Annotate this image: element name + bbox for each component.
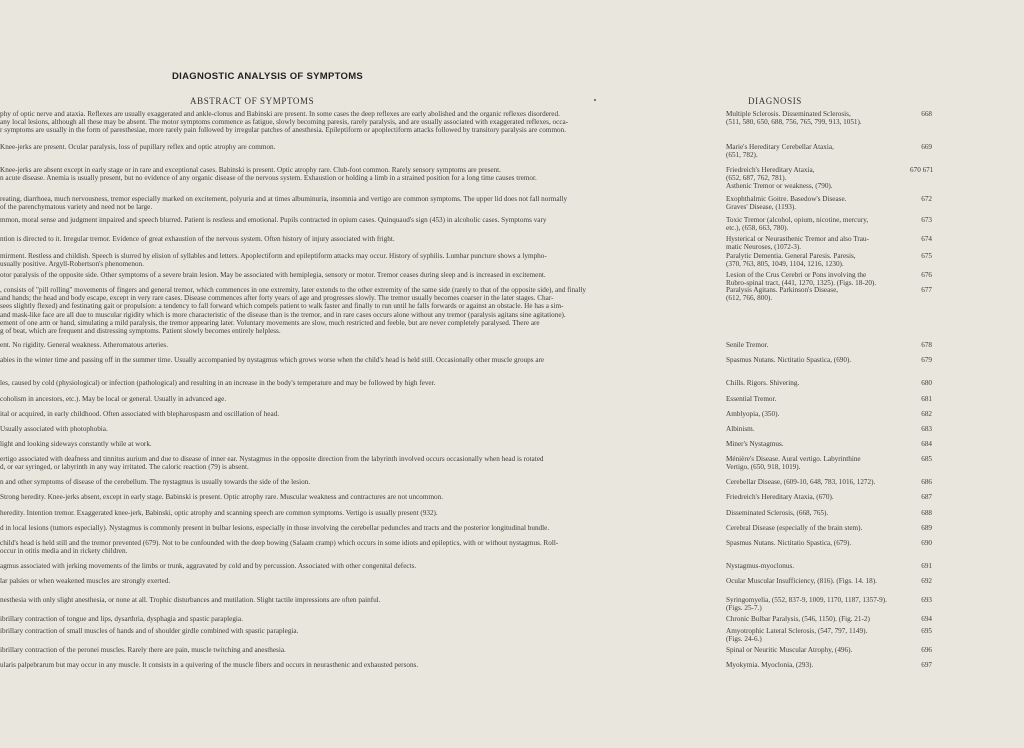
- diagnosis-text: Amyotrophic Lateral Sclerosis, (547, 797, 1149). (Figs. 24-6.): [726, 627, 868, 644]
- diagnosis-text: Hysterical or Neurasthenic Tremor and also Trau- matic Neuroses, (1072-3).: [726, 235, 869, 252]
- diagnosis-text: Toxic Tremor (alcohol, opium, nicotine, mercury, etc.), (658, 663, 780).: [726, 216, 869, 233]
- diagnosis-text: Spasmus Nutans. Nictitatio Spastica, (679).: [726, 539, 852, 547]
- diagnosis-text: Lesion of the Crus Cerebri or Pons involving the Rubro-spinal tract, (441, 1270, 1325). (Figs. 18-20).: [726, 271, 877, 288]
- page-number: 686: [921, 478, 932, 486]
- diagnosis-text: Friedreich's Hereditary Ataxia, (670).: [726, 493, 834, 501]
- diagnosis-text: Friedreich's Hereditary Ataxia, (652, 687, 762, 781). Asthenic Tremor or weakness, (790).: [726, 166, 833, 191]
- symptom-text: agmus associated with jerking movements of the limbs or trunk, aggravated by cold and by percussion. Associated with other congenital defects.: [0, 562, 417, 570]
- symptom-text: Knee-jerks are present. Ocular paralysis, loss of pupillary reflex and optic atrophy are common.: [0, 143, 276, 151]
- symptom-text: Usually associated with photophobia.: [0, 425, 108, 433]
- page-number: 670 671: [910, 166, 934, 174]
- page-number: 675: [921, 252, 932, 260]
- diagnosis-text: Paralytic Dementia. General Paresis. Paresis, (370, 763, 805, 1049, 1104, 1216, 1230).: [726, 252, 856, 269]
- symptom-text: les, caused by cold (physiological) or infection (pathological) and resulting in an increase in the body's temperature and may be followed by high fever.: [0, 379, 436, 387]
- page-number: 693: [921, 596, 932, 604]
- symptom-text: lar palsies or when weakened muscles are strongly exerted.: [0, 577, 171, 585]
- symptom-text: otor paralysis of the opposite side. Other symptoms of a severe brain lesion. May be associated with hemiplegia, sensory or motor. Tremor ceases during sleep and is increased in excitement.: [0, 271, 546, 279]
- page-number: 672: [921, 195, 932, 203]
- page-number: 682: [921, 410, 932, 418]
- diagnosis-text: Senile Tremor.: [726, 341, 769, 349]
- diagnosis-text: Chills. Rigors. Shivering.: [726, 379, 800, 387]
- diagnosis-text: Chronic Bulbar Paralysis, (546, 1150). (Fig. 21-2): [726, 615, 870, 623]
- symptom-text: nesthesia with only slight anesthesia, or none at all. Trophic disturbances and mutilation. Slight tactile impressions are often painful.: [0, 596, 381, 604]
- symptom-text: ertigo associated with deafness and tinnitus aurium and due to disease of inner ear. Nystagmus in the opposite direction from the labyrinth involved occurs occasionally when head is rotated d, or ear syringed, or labyrinth in any way irritated. The caloric reaction (79) is absent.: [0, 455, 544, 472]
- symptom-text: ent. No rigidity. General weakness. Atheromatous arteries.: [0, 341, 168, 349]
- symptom-text: heredity. Intention tremor. Exaggerated knee-jerk, Babinski, optic atrophy and scanning speech are common symptoms. Vertigo is usually present (932).: [0, 509, 438, 517]
- diagnosis-text: Essential Tremor.: [726, 395, 777, 403]
- page-number: 687: [921, 493, 932, 501]
- page-number: 669: [921, 143, 932, 151]
- diagnosis-text: Multiple Sclerosis. Disseminated Sclerosis, (511, 580, 650, 688, 756, 765, 799, 913, 1051).: [726, 110, 862, 127]
- page-title: DIAGNOSTIC ANALYSIS OF SYMPTOMS: [172, 71, 364, 82]
- page-number: 680: [921, 379, 932, 387]
- diagnosis-text: Ménière's Disease. Aural vertigo. Labyrinthine Vertigo, (650, 918, 1019).: [726, 455, 861, 472]
- symptom-text: ibrillary contraction of the peronei muscles. Rarely there are pain, muscle twitching and anesthesia.: [0, 646, 286, 654]
- symptom-text: child's head is held still and the tremor prevented (679). Not to be confounded with the deep bowing (Salaam cramp) which occurs in some idiots and epileptics, with or without nystagmus. Roll- occur in otitis media and in rickety children.: [0, 539, 559, 556]
- diagnosis-column-heading: DIAGNOSIS: [748, 96, 802, 106]
- page-number: 690: [921, 539, 932, 547]
- symptom-text: phy of optic nerve and ataxia. Reflexes are usually exaggerated and ankle-clonus and Babinski are present. In some cases the deep reflexes are early abolished and the organic reflexes disordered. any local lesions, although all these may be absent. The motor symptoms commence as fatigue, slowly becoming paresis, rarely paralysis, and are usually associated with exaggerated reflexes, occa- r symptoms are usually in the form of paresthesiae, more rarely pain followed by irregular patches of anesthesia. Epileptiform or apoplectiform attacks followed by transitory paralysis are common.: [0, 110, 569, 135]
- diagnosis-text: Cerebellar Disease, (609-10, 648, 783, 1016, 1272).: [726, 478, 876, 486]
- symptom-text: Strong heredity. Knee-jerks absent, except in early stage. Babinski is present. Optic atrophy rare. Muscular weakness and contractures are not uncommon.: [0, 493, 444, 501]
- abstract-column-heading: ABSTRACT OF SYMPTOMS: [190, 96, 315, 106]
- page-number: 691: [921, 562, 932, 570]
- page-number: 668: [921, 110, 932, 118]
- symptom-text: ntion is directed to it. Irregular tremor. Evidence of great exhaustion of the nervous system. Often history of injury associated with fright.: [0, 235, 395, 243]
- diagnosis-text: Spasmus Nutans. Nictitatio Spastica, (690).: [726, 356, 852, 364]
- page-number: 679: [921, 356, 932, 364]
- page-number: 688: [921, 509, 932, 517]
- symptom-text: d in local lesions (tumors especially). Nystagmus is commonly present in bulbar lesions, especially in those involving the cerebellar peduncles and tracts and the posterior longitudinal bundle.: [0, 524, 550, 532]
- diagnosis-text: Albinism.: [726, 425, 755, 433]
- diagnosis-text: Nystagmus-myoclonus.: [726, 562, 795, 570]
- symptom-text: abies in the winter time and passing off in the summer time. Usually accompanied by nystagmus which grows worse when the child's head is held still. Occasionally other muscle groups are: [0, 356, 545, 364]
- page-number: 697: [921, 661, 932, 669]
- page-number: 696: [921, 646, 932, 654]
- symptom-text: ibrillary contraction of tongue and lips, dysarthria, dysphagia and spastic paraplegia.: [0, 615, 243, 623]
- symptom-text: ibrillary contraction of small muscles of hands and of shoulder girdle combined with spastic paraplegia.: [0, 627, 299, 635]
- symptom-text: coholism in ancestors, etc.). May be local or general. Usually in advanced age.: [0, 395, 227, 403]
- symptom-text: Knee-jerks are absent except in early stage or in rare and exceptional cases. Babinski is present. Optic atrophy rare. Club-foot common. Rarely sensory symptoms are present. n acute disease. Anemia is usually present, but no evidence of any organic disease of the nervous system. Exhaustion or holding a limb in a strained position for a long time causes tremor.: [0, 166, 537, 183]
- symptom-text: reating, diarrhoea, much nervousness, tremor especially marked on excitement, polyuria and at times albuminuria, insomnia and vertigo are common symptoms. The upper lid does not fall normally of the parenchymatous variety and need not be large.: [0, 195, 568, 212]
- page-number: 695: [921, 627, 932, 635]
- symptom-text: n and other symptoms of disease of the cerebellum. The nystagmus is usually towards the side of the lesion.: [0, 478, 311, 486]
- symptom-text: light and looking sideways constantly while at work.: [0, 440, 152, 448]
- page-number: 678: [921, 341, 932, 349]
- page-number: 683: [921, 425, 932, 433]
- diagnosis-text: Marie's Hereditary Cerebellar Ataxia, (651, 782).: [726, 143, 834, 160]
- symptom-text: ularis palpebrarum but may occur in any muscle. It consists in a quivering of the muscle fibers and occurs in neurasthenic and exhausted persons.: [0, 661, 419, 669]
- symptom-text: mmon, moral sense and judgment impaired and speech blurred. Patient is restless and emotional. Pupils contracted in opium cases. Quinquaud's sign (453) in alcoholic cases. Symptoms vary: [0, 216, 547, 224]
- diagnosis-text: Spinal or Neuritic Muscular Atrophy, (496).: [726, 646, 853, 654]
- diagnosis-text: Paralysis Agitans. Parkinson's Disease, (612, 766, 800).: [726, 286, 839, 303]
- diagnosis-text: Exophthalmic Goitre. Basedow's Disease. Graves' Disease, (1193).: [726, 195, 847, 212]
- symptom-text: mirment. Restless and childish. Speech is slurred by elision of syllables and letters. Apoplectiform and epileptiform attacks may occur. History of syphilis. Lumbar puncture shows a lympho- usually positive. Argyll-Robertson's phenomenon.: [0, 252, 547, 269]
- page-number: 684: [921, 440, 932, 448]
- page-number: 677: [921, 286, 932, 294]
- diagnosis-text: Disseminated Sclerosis, (668, 765).: [726, 509, 829, 517]
- page-number: 694: [921, 615, 932, 623]
- page-number: 674: [921, 235, 932, 243]
- page-number: 676: [921, 271, 932, 279]
- page-number: 673: [921, 216, 932, 224]
- page-number: 685: [921, 455, 932, 463]
- symptom-text: ital or acquired, in early childhood. Often associated with blepharospasm and oscillation of head.: [0, 410, 280, 418]
- symptom-text: , consists of "pill rolling" movements of fingers and general tremor, which commences in one extremity, later extends to the other extremity of the same side (rarely to that of the opposite side), and finally and hands; the head and body escape, except in very rare cases. Disease commences after forty years of age and progresses slowly. The tremor usually becomes coarser in the later stages. Char- sees slightly flexed) and festinating gait or propulsion: a tendency to fall forward which compels patient to walk faster and finally to run until he falls forwards or against an obstacle. He has a sim- and mask-like face are all due to muscular rigidity which is more characteristic of the disease than is the tremor, and in rare cases occurs alone without any tremor (paralysis agitans sine agitatione). ement of one arm or hand, simulating a mild paralysis, the tremor appearing later. Voluntary movements are slow, much restricted and feeble, but are never completely paralysed. There are g of beat, which are frequent and distressing symptoms. Patient slowly becomes entirely helpless.: [0, 286, 586, 336]
- diagnosis-text: Amblyopia, (350).: [726, 410, 780, 418]
- diagnosis-text: Myokymia. Myoclonia, (293).: [726, 661, 814, 669]
- diagnosis-text: Ocular Muscular Insufficiency, (816). (Figs. 14. 18).: [726, 577, 877, 585]
- diagnosis-text: Cerebral Disease (especially of the brain stem).: [726, 524, 863, 532]
- page-number: 681: [921, 395, 932, 403]
- page-number: 692: [921, 577, 932, 585]
- page-number: 689: [921, 524, 932, 532]
- diagnosis-text: Miner's Nystagmus.: [726, 440, 784, 448]
- diagnosis-text: Syringomyelia, (552, 837-9, 1009, 1170, 1187, 1357-9). (Figs. 25-7.): [726, 596, 887, 613]
